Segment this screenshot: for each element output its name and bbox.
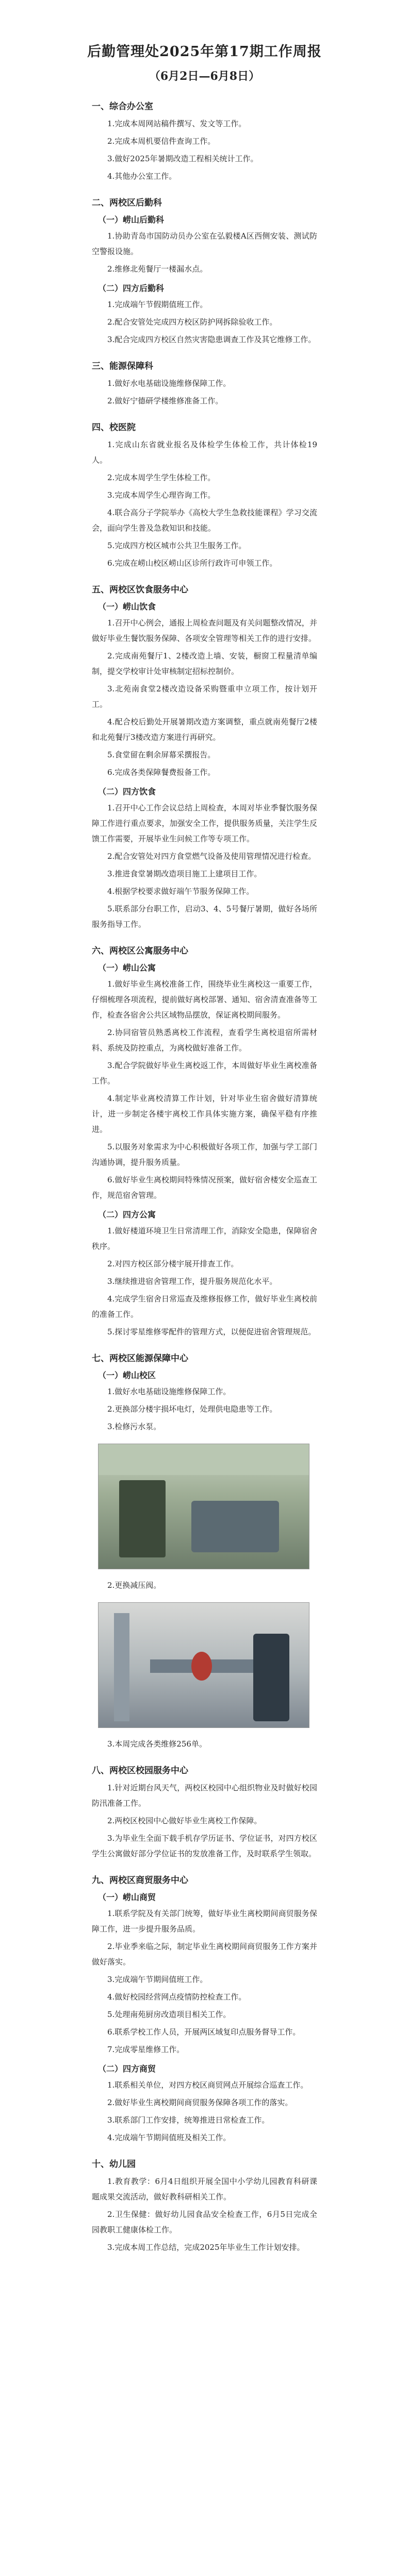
report-item: 4.完成端午节期间值班及相关工作。 bbox=[107, 2133, 231, 2142]
report-item: 3.完成本周学生心理咨询工作。 bbox=[107, 490, 216, 500]
report-item: 3.北苑南食堂2楼改造设备采购暨重申立项工作，按计划开工。 bbox=[92, 684, 317, 709]
report-item: 4.制定毕业离校清算工作计划，针对毕业生宿舍做好清算统计，进一步制定各楼宇离校工作具体实施方案，确保平稳有序推进。 bbox=[92, 1094, 317, 1134]
report-item: 5.以服务对象需求为中心积极做好各项工作，加强与学工部门沟通协调，提升服务质量。 bbox=[92, 1142, 317, 1167]
report-item: 2.完成本周学生学生体检工作。 bbox=[107, 473, 216, 482]
sewage-pump-photo bbox=[98, 1444, 309, 1569]
report-item: 3.完成端午节期间值班工作。 bbox=[107, 1975, 208, 1984]
subsection-heading: （二）四方公寓 bbox=[98, 1210, 156, 1219]
report-item: 4.配合校后勤处开展暑期改造方案调整，重点就南苑餐厅2楼和北苑餐厅3楼改造方案进行再研究。 bbox=[92, 717, 317, 742]
report-item: 3.推进食堂暑期改造项目施工上建项目工作。 bbox=[107, 869, 262, 878]
report-item: 2.维修北苑餐厅一楼漏水点。 bbox=[107, 264, 208, 274]
subsection-heading: （二）四方饮食 bbox=[98, 787, 156, 796]
report-item: 3.为毕业生全面下载手机存学历证书、学位证书，对四方校区学生公寓做好部分学位证书的发放准备工作，及时联系学生领取。 bbox=[92, 1834, 317, 1858]
worker-figure bbox=[119, 1480, 166, 1557]
report-item: 4.其他办公室工作。 bbox=[107, 172, 177, 181]
section-heading: 八、两校区校园服务中心 bbox=[92, 1766, 188, 1776]
report-item: 6.完成各类保障餐费报备工作。 bbox=[107, 768, 216, 777]
section-heading: 十、幼儿园 bbox=[92, 2159, 136, 2170]
report-item: 1.召开中心工作会议总结上周检查，本周对毕业季餐饮服务保障工作进行重点要求，加强安全工作，提供服务质量，关注学生反馈工作需要，开展毕业生问候工作等专项工作。 bbox=[92, 803, 317, 843]
report-item: 2.协同宿管员熟悉离校工作流程，查看学生离校退宿所需材料、系统及防控重点，为离校做好准备工作。 bbox=[92, 1028, 317, 1053]
report-item: 2.做好毕业生离校期间商贸服务保障各项工作的落实。 bbox=[107, 2098, 293, 2107]
report-item: 3.检修污水泵。 bbox=[107, 1422, 161, 1431]
report-item: 1.做好楼道环境卫生日常清理工作，消除安全隐患，保障宿舍秩序。 bbox=[92, 1226, 317, 1251]
report-item: 7.完成零星维修工作。 bbox=[107, 2045, 185, 2054]
report-item: 1.针对近期台风天气，两校区校园中心组织物业及时做好校园防汛准备工作。 bbox=[92, 1783, 317, 1808]
report-item: 5.完成四方校区城市公共卫生服务工作。 bbox=[107, 541, 247, 550]
section-heading: 二、两校区后勤科 bbox=[92, 198, 162, 208]
worker-figure bbox=[253, 1634, 289, 1721]
subsection-heading: （一）崂山校区 bbox=[98, 1370, 156, 1380]
report-item: 2.完成南苑餐厅1、2楼改造上墙、安装，橱窗工程量清单编制，提交学校审计处审核制定招标控制价。 bbox=[92, 651, 317, 676]
report-date-range: （6月2日—6月8日） bbox=[149, 70, 260, 83]
report-item: 4.做好校园经营网点疫情防控检查工作。 bbox=[107, 1992, 247, 2002]
report-item: 6.联系学校工作人员，开展两区域复印点服务督导工作。 bbox=[107, 2027, 301, 2037]
report-item: 5.食堂留在剩余屏幕采撰报告。 bbox=[107, 750, 216, 759]
report-title: 后勤管理处2025年第17期工作周报 bbox=[87, 44, 322, 60]
report-item: 5.处理南苑厨房改造项目相关工作。 bbox=[107, 2010, 231, 2019]
background-trees bbox=[99, 1444, 309, 1475]
report-item: 3.继续推进宿舍管理工作，提升服务规范化水平。 bbox=[107, 1277, 277, 1286]
report-item: 1.召开中心例会，通报上周检查问题及有关问题整改情况，并做好毕业生餐饮服务保障、各项安全管理等相关工作的进行安排。 bbox=[92, 618, 317, 643]
report-item: 3.配合完成四方校区自然灾害隐患调查工作及其它维修工作。 bbox=[107, 335, 316, 344]
pump-equipment bbox=[191, 1501, 279, 1552]
report-item: 4.联合高分子学院举办《高校大学生急救技能课程》学习交流会，面向学生普及急救知识和技能。 bbox=[92, 508, 317, 533]
report-item: 2.对四方校区部分楼宇展开排查工作。 bbox=[107, 1259, 239, 1268]
report-item: 2.毕业季来临之际，制定毕业生离校期间商贸服务工作方案并做好落实。 bbox=[92, 1942, 317, 1967]
section-heading: 九、两校区商贸服务中心 bbox=[92, 1875, 188, 1886]
report-item: 1.做好毕业生离校准备工作，围绕毕业生离校这一重要工作，仔细梳理各项流程，提前做好离校部署、通知、宿舍清查准备等工作，检查各宿舍公共区域物品摆放，保证离校期间服务。 bbox=[92, 979, 317, 1020]
section-heading: 七、两校区能源保障中心 bbox=[92, 1353, 188, 1364]
report-item: 1.做好水电基础设施维修保障工作。 bbox=[107, 379, 231, 388]
report-item: 2.更换部分楼宇损坏电灯，处理供电隐患等工作。 bbox=[107, 1404, 277, 1414]
report-item: 2.做好宁德研学楼维修准备工作。 bbox=[107, 396, 223, 405]
report-item: 2.配合安管处完成四方校区防护网拆除验收工作。 bbox=[107, 317, 277, 327]
report-item: 4.根据学校要求做好端午节服务保障工作。 bbox=[107, 887, 254, 896]
subsection-heading: （一）崂山商贸 bbox=[98, 1892, 156, 1902]
report-item: 1.教育教学：6月4日组织开展全国中小学幼儿园教育科研课题成果交流活动，做好教科研相关工作。 bbox=[92, 2177, 317, 2201]
report-item: 2.更换减压阀。 bbox=[107, 1581, 161, 1590]
report-item: 6.完成在崂山校区崂山区诊所行政许可申领工作。 bbox=[107, 558, 277, 568]
report-item: 2.配合安管处对四方食堂燃气设备及使用管理情况进行检查。 bbox=[107, 852, 316, 861]
report-item: 6.做好毕业生离校期间特殊情况预案，做好宿舍楼安全巡查工作，规范宿舍管理。 bbox=[92, 1175, 317, 1200]
report-item: 5.探讨零星维修零配件的管理方式，以便促进宿舍管理规范。 bbox=[107, 1327, 316, 1336]
report-item: 1.完成山东省就业报名及体检学生体检工作，共计体检19人。 bbox=[92, 440, 317, 465]
vertical-pipe bbox=[114, 1613, 129, 1721]
section-heading: 四、校医院 bbox=[92, 422, 136, 433]
report-item: 4.完成学生宿舍日常巡查及维修报修工作，做好毕业生离校前的准备工作。 bbox=[92, 1294, 317, 1319]
report-item: 2.完成本周机要信件查询工作。 bbox=[107, 137, 216, 146]
weekly-report-page bbox=[0, 40, 409, 2278]
report-item: 1.完成本周网站稿件撰写、发文等工作。 bbox=[107, 119, 247, 128]
report-item: 1.联系相关单位，对四方校区商贸网点开展综合巡查工作。 bbox=[107, 2080, 308, 2090]
report-item: 3.做好2025年暑期改造工程相关统计工作。 bbox=[107, 154, 258, 163]
report-item: 3.联系部门工作安排，统筹推进日常检查工作。 bbox=[107, 2115, 270, 2125]
report-item: 3.配合学院做好毕业生离校返工作，本周做好毕业生离校准备工作。 bbox=[92, 1061, 317, 1086]
subsection-heading: （二）四方商贸 bbox=[98, 2064, 156, 2074]
report-item: 2.两校区校园中心做好毕业生离校工作保障。 bbox=[107, 1816, 262, 1825]
pressure-valve-photo bbox=[98, 1602, 309, 1728]
report-item: 1.完成端午节假期值班工作。 bbox=[107, 300, 208, 309]
section-heading: 六、两校区公寓服务中心 bbox=[92, 946, 188, 956]
report-item: 3.本周完成各类维修256单。 bbox=[107, 1739, 207, 1749]
subsection-heading: （一）崂山后勤科 bbox=[98, 215, 165, 225]
report-item: 5.联系部分台职工作，启动3、4、5号餐厅暑期，做好各场所服务指导工作。 bbox=[92, 904, 317, 929]
subsection-heading: （一）崂山公寓 bbox=[98, 963, 156, 973]
report-item: 3.完成本周工作总结，完成2025年毕业生工作计划安排。 bbox=[107, 2243, 305, 2252]
subsection-heading: （二）四方后勤科 bbox=[98, 283, 165, 293]
valve-handwheel bbox=[191, 1652, 212, 1681]
report-item: 2.卫生保健：做好幼儿园食品安全检查工作，6月5日完成全园教职工健康体检工作。 bbox=[92, 2210, 317, 2234]
section-heading: 五、两校区饮食服务中心 bbox=[92, 585, 188, 595]
section-heading: 三、能源保障科 bbox=[92, 361, 153, 371]
report-body bbox=[0, 99, 409, 2255]
subsection-heading: （一）崂山饮食 bbox=[98, 602, 156, 612]
report-item: 1.做好水电基础设施维修保障工作。 bbox=[107, 1387, 231, 1396]
section-heading: 一、综合办公室 bbox=[92, 101, 153, 112]
report-item: 1.协助青岛市国防动员办公室在弘毅楼A区西侧安装、测试防空警报设施。 bbox=[92, 231, 317, 256]
report-item: 1.联系学院及有关部门统筹，做好毕业生离校期间商贸服务保障工作，进一步提升服务品质。 bbox=[92, 1909, 317, 1934]
